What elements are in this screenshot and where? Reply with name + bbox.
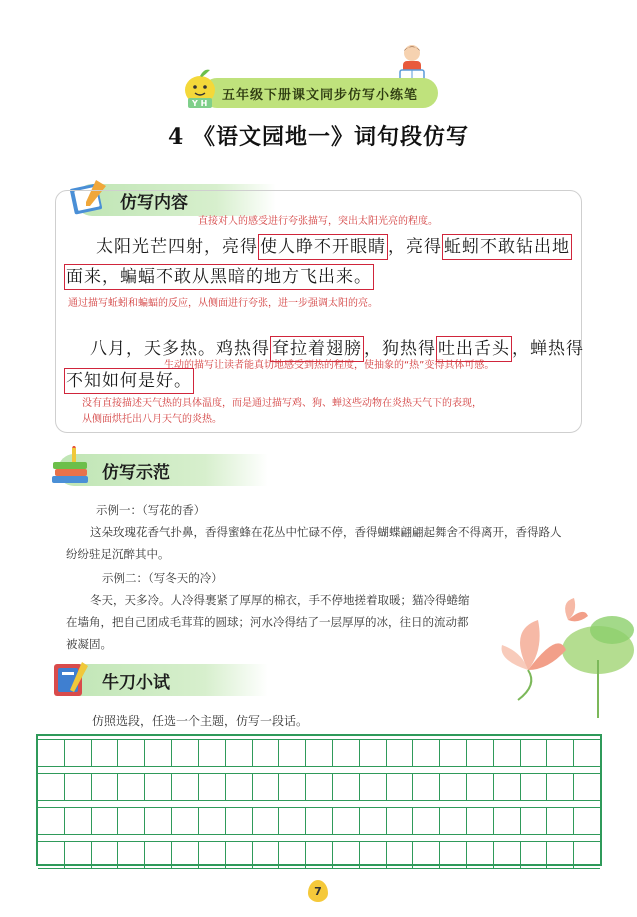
grid-cell[interactable] bbox=[467, 773, 494, 801]
lotus-flower-icon bbox=[488, 590, 637, 720]
grid-cell[interactable] bbox=[467, 841, 494, 869]
grid-cell[interactable] bbox=[333, 807, 360, 835]
grid-cell[interactable] bbox=[172, 773, 199, 801]
grid-cell[interactable] bbox=[333, 773, 360, 801]
highlighted-phrase: 蚯蚓不敢钻出地 bbox=[442, 234, 572, 260]
grid-cell[interactable] bbox=[440, 773, 467, 801]
example-text: 在墙角，把自己团成毛茸茸的圆球；河水冷得结了一层厚厚的冰，往日的流动都 bbox=[66, 615, 469, 629]
grid-cell[interactable] bbox=[145, 807, 172, 835]
page-number: 7 bbox=[308, 880, 328, 902]
grid-cell[interactable] bbox=[145, 841, 172, 869]
grid-row bbox=[38, 841, 600, 869]
grid-cell[interactable] bbox=[413, 807, 440, 835]
stacked-books-icon bbox=[48, 446, 94, 490]
annotation: 直接对人的感受进行夸张描写，突出太阳光亮的程度。 bbox=[198, 216, 438, 227]
grid-cell[interactable] bbox=[387, 773, 414, 801]
grid-row bbox=[38, 739, 600, 767]
grid-cell[interactable] bbox=[145, 739, 172, 767]
grid-cell[interactable] bbox=[574, 773, 600, 801]
grid-cell[interactable] bbox=[38, 773, 65, 801]
grid-cell[interactable] bbox=[279, 773, 306, 801]
grid-row bbox=[38, 807, 600, 835]
example-label: 示例二：（写冬天的冷） bbox=[102, 571, 223, 585]
grid-cell[interactable] bbox=[306, 841, 333, 869]
grid-cell[interactable] bbox=[118, 739, 145, 767]
grid-cell[interactable] bbox=[118, 841, 145, 869]
grid-row bbox=[38, 773, 600, 801]
grid-cell[interactable] bbox=[333, 739, 360, 767]
passage-line bbox=[96, 232, 572, 260]
grid-cell[interactable] bbox=[172, 807, 199, 835]
grid-cell[interactable] bbox=[574, 739, 600, 767]
grid-cell[interactable] bbox=[413, 773, 440, 801]
section-header-label: 牛刀小试 bbox=[102, 672, 170, 693]
grid-cell[interactable] bbox=[172, 739, 199, 767]
grid-cell[interactable] bbox=[547, 807, 574, 835]
grid-cell[interactable] bbox=[199, 739, 226, 767]
grid-cell[interactable] bbox=[92, 773, 119, 801]
grid-cell[interactable] bbox=[467, 807, 494, 835]
grid-cell[interactable] bbox=[521, 841, 548, 869]
grid-cell[interactable] bbox=[118, 773, 145, 801]
grid-cell[interactable] bbox=[494, 807, 521, 835]
section-header-label: 仿写示范 bbox=[102, 462, 170, 483]
grid-cell[interactable] bbox=[547, 773, 574, 801]
grid-cell[interactable] bbox=[118, 807, 145, 835]
grid-cell[interactable] bbox=[494, 739, 521, 767]
grid-cell[interactable] bbox=[38, 807, 65, 835]
annotation: 通过描写蚯蚓和蝙蝠的反应，从侧面进行夸张，进一步强调太阳的亮。 bbox=[68, 298, 378, 309]
passage-line bbox=[64, 368, 194, 394]
grid-cell[interactable] bbox=[199, 807, 226, 835]
grid-cell[interactable] bbox=[253, 739, 280, 767]
section-header-label: 仿写内容 bbox=[120, 192, 188, 213]
grid-cell[interactable] bbox=[65, 841, 92, 869]
example-text: 这朵玫瑰花香气扑鼻，香得蜜蜂在花丛中忙碌不停，香得蝴蝶翩翩起舞舍不得离开，香得路人 bbox=[90, 525, 562, 539]
grid-cell[interactable] bbox=[413, 841, 440, 869]
grid-cell[interactable] bbox=[92, 807, 119, 835]
grid-cell[interactable] bbox=[360, 807, 387, 835]
text-segment: ，狗热得 bbox=[364, 339, 436, 359]
grid-cell[interactable] bbox=[360, 841, 387, 869]
annotation: 从侧面烘托出八月天气的炎热。 bbox=[82, 414, 222, 425]
grid-cell[interactable] bbox=[38, 739, 65, 767]
highlighted-phrase: 吐出舌头 bbox=[436, 336, 512, 362]
grid-cell[interactable] bbox=[253, 841, 280, 869]
grid-cell[interactable] bbox=[440, 739, 467, 767]
grid-cell[interactable] bbox=[521, 773, 548, 801]
annotation: 生动的描写让读者能真切地感受到热的程度，使抽象的“热”变得具体可感。 bbox=[164, 360, 495, 371]
grid-cell[interactable] bbox=[387, 807, 414, 835]
grid-cell[interactable] bbox=[253, 807, 280, 835]
grid-cell[interactable] bbox=[279, 739, 306, 767]
annotation: 没有直接描述天气热的具体温度，而是通过描写鸡、狗、蝉这些动物在炎热天气下的表现， bbox=[82, 398, 482, 409]
grid-cell[interactable] bbox=[306, 773, 333, 801]
grid-cell[interactable] bbox=[253, 773, 280, 801]
grid-cell[interactable] bbox=[279, 807, 306, 835]
grid-cell[interactable] bbox=[92, 739, 119, 767]
grid-cell[interactable] bbox=[440, 807, 467, 835]
grid-cell[interactable] bbox=[226, 807, 253, 835]
grid-cell[interactable] bbox=[65, 773, 92, 801]
example-text: 冬天，天多冷。人冷得裹紧了厚厚的棉衣，手不停地搓着取暖；猫冷得蜷缩 bbox=[90, 593, 470, 607]
page-title: 4 《语文园地一》词句段仿写 bbox=[168, 124, 469, 150]
grid-cell[interactable] bbox=[306, 739, 333, 767]
writing-grid[interactable] bbox=[36, 734, 602, 866]
grid-cell[interactable] bbox=[172, 841, 199, 869]
grid-cell[interactable] bbox=[279, 841, 306, 869]
series-banner: 五年级下册课文同步仿写小练笔 bbox=[202, 78, 438, 108]
grid-cell[interactable] bbox=[574, 841, 600, 869]
grid-cell[interactable] bbox=[92, 841, 119, 869]
grid-cell[interactable] bbox=[574, 807, 600, 835]
highlighted-phrase: 使人睁不开眼睛 bbox=[258, 234, 388, 260]
highlighted-phrase: 不知如何是好。 bbox=[64, 368, 194, 394]
text-segment: ，蝉热得 bbox=[512, 339, 584, 359]
grid-cell[interactable] bbox=[413, 739, 440, 767]
example-label: 示例一：（写花的香） bbox=[96, 503, 206, 517]
grid-cell[interactable] bbox=[226, 841, 253, 869]
passage-line bbox=[64, 264, 374, 290]
section-header-practice bbox=[58, 664, 268, 696]
grid-cell[interactable] bbox=[521, 739, 548, 767]
grid-cell[interactable] bbox=[65, 739, 92, 767]
grid-cell[interactable] bbox=[440, 841, 467, 869]
grid-cell[interactable] bbox=[547, 739, 574, 767]
lemon-mascot-icon bbox=[180, 66, 222, 110]
grid-cell[interactable] bbox=[65, 807, 92, 835]
grid-cell[interactable] bbox=[199, 841, 226, 869]
grid-cell[interactable] bbox=[145, 773, 172, 801]
grid-cell[interactable] bbox=[387, 841, 414, 869]
grid-cell[interactable] bbox=[360, 739, 387, 767]
example-text: 被凝固。 bbox=[66, 637, 112, 651]
grid-cell[interactable] bbox=[521, 807, 548, 835]
grid-cell[interactable] bbox=[226, 739, 253, 767]
text-segment: 太阳光芒四射，亮得 bbox=[96, 237, 258, 257]
svg-text:Y H: Y H bbox=[192, 99, 208, 108]
grid-cell[interactable] bbox=[38, 841, 65, 869]
practice-instruction: 仿照选段，任选一个主题，仿写一段话。 bbox=[92, 714, 309, 728]
notebook-pen-icon bbox=[48, 656, 94, 700]
example-text: 纷纷驻足沉醉其中。 bbox=[66, 547, 170, 561]
text-segment: ，亮得 bbox=[388, 237, 442, 257]
grid-cell[interactable] bbox=[547, 841, 574, 869]
grid-cell[interactable] bbox=[387, 739, 414, 767]
grid-cell[interactable] bbox=[226, 773, 253, 801]
grid-cell[interactable] bbox=[467, 739, 494, 767]
grid-cell[interactable] bbox=[494, 841, 521, 869]
highlighted-phrase: 耷拉着翅膀 bbox=[270, 336, 364, 362]
section-header-example bbox=[58, 454, 268, 486]
text-segment: 八月，天多热。鸡热得 bbox=[90, 339, 270, 359]
grid-cell[interactable] bbox=[199, 773, 226, 801]
grid-cell[interactable] bbox=[333, 841, 360, 869]
grid-cell[interactable] bbox=[494, 773, 521, 801]
highlighted-phrase: 面来，蝙蝠不敢从黑暗的地方飞出来。 bbox=[64, 264, 374, 290]
grid-cell[interactable] bbox=[360, 773, 387, 801]
grid-cell[interactable] bbox=[306, 807, 333, 835]
